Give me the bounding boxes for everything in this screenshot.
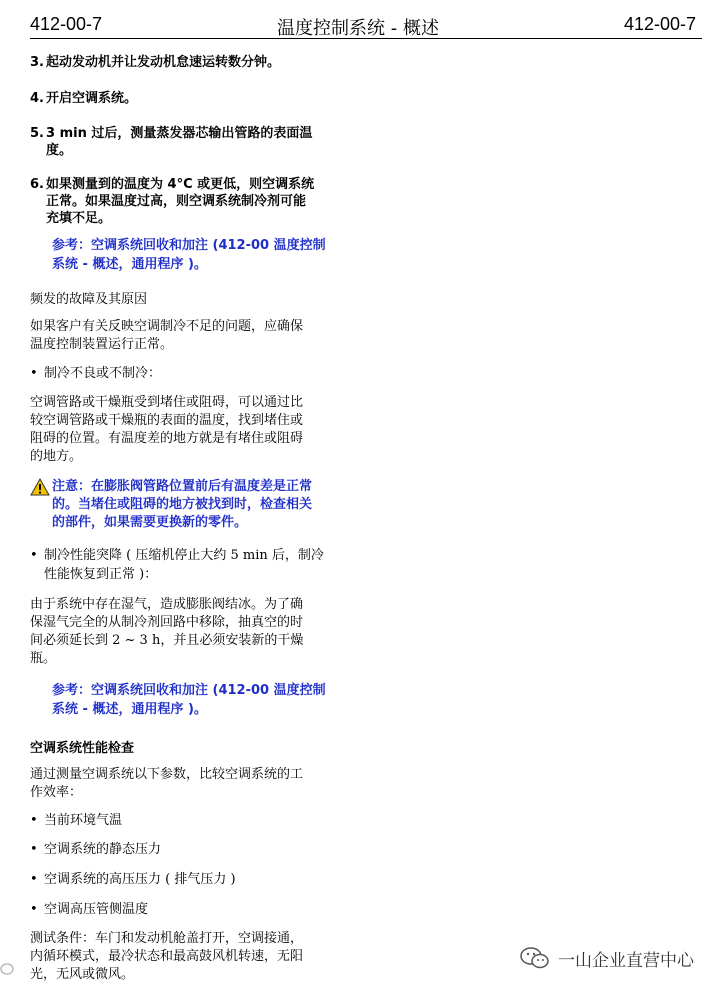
paragraph-performance: 通过测量空调系统以下参数，比较空调系统的工 作效率： xyxy=(30,767,304,800)
watermark-logo-icon xyxy=(0,962,18,976)
bullet-dot: • xyxy=(30,366,38,381)
section-code-left: 412-00-7 xyxy=(30,14,103,34)
bullet-item: • 空调系统的高压压力 ( 排气压力 ) xyxy=(30,872,236,887)
section-title-faults: 频发的故障及其原因 xyxy=(30,292,148,307)
caution-note: 注意：在膨胀阀管路位置前后有温度差是正常 的。当堵住或阻碍的地方被找到时，检查相关 的部件，如果需要更换新的零件。 xyxy=(30,478,372,532)
reference-line: 系统 - 概述，通用程序 )。 xyxy=(52,257,207,272)
section-code-right: 412-00-7 xyxy=(623,14,696,34)
reference-line: 参考：空调系统回收和加注 (412-00 温度控制 xyxy=(52,238,326,253)
step-4-text: 开启空调系统。 xyxy=(46,91,138,106)
bullet-dot: • xyxy=(30,813,38,828)
paragraph-moisture: 由于系统中存在湿气，造成膨胀阀结冰。为了确 保湿气完全的从制冷剂回路中移除，抽真空的时 间必须延长到 2 ~ 3 h，并且必须安装新的干燥 瓶。 xyxy=(30,597,304,666)
step-4: 4. 开启空调系统。 xyxy=(30,91,138,106)
bullet-item: • 制冷不良或不制冷： xyxy=(30,366,162,381)
step-3: 3. 起动发动机并让发动机怠速运转数分钟。 xyxy=(30,55,281,70)
bullet-dot: • xyxy=(30,872,38,887)
step-6-line: 如果测量到的温度为 4°C 或更低，则空调系统 xyxy=(46,177,315,192)
step-5-line: 度。 xyxy=(46,143,73,158)
watermark-text: 一山企业直营中心 xyxy=(558,950,694,971)
paragraph-blockage: 空调管路或干燥瓶受到堵住或阻碍，可以通过比 较空调管路或干燥瓶的表面的温度，找到堵住或 阻碍的位置。有温度差的地方就是有堵住或阻碍 的地方。 xyxy=(30,395,304,464)
step-5: 5. 3 min 过后，测量蒸发器芯输出管路的表面温 度。 xyxy=(30,125,366,159)
paragraph-test-conditions: 测试条件：车门和发动机舱盖打开，空调接通， 内循环模式，最冷状态和最高鼓风机转速，无阳 光，无风或微风。 xyxy=(30,931,304,982)
watermark xyxy=(520,944,694,972)
bullet-dot: • xyxy=(30,902,38,917)
section-title-performance: 空调系统性能检查 xyxy=(30,741,135,756)
bullet-item: • 当前环境气温 xyxy=(30,813,123,828)
bullet-dot: • xyxy=(30,548,38,563)
bullet-item: • 空调系统的静态压力 xyxy=(30,842,162,857)
bullet-item: • 空调高压管侧温度 xyxy=(30,902,149,917)
header-rule xyxy=(30,38,702,39)
step-6-line: 充填不足。 xyxy=(46,211,112,226)
page-header xyxy=(0,0,716,40)
reference-link[interactable] xyxy=(30,681,372,719)
bullet-dot: • xyxy=(30,842,38,857)
step-6: 6. 如果测量到的温度为 4°C 或更低，则空调系统 正常。如果温度过高，则空调系统制冷剂可能 充填不足。 xyxy=(30,176,366,227)
reference-line: 系统 - 概述，通用程序 )。 xyxy=(52,702,207,717)
step-5-line: 3 min 过后，测量蒸发器芯输出管路的表面温 xyxy=(46,126,313,141)
wechat-icon xyxy=(520,946,550,970)
reference-line: 参考：空调系统回收和加注 (412-00 温度控制 xyxy=(52,683,326,698)
warning-triangle-icon xyxy=(30,478,50,496)
bullet-item: • 制冷性能突降 ( 压缩机停止大约 5 min 后，制冷 性能恢复到正常 )： xyxy=(30,548,324,582)
step-3-text: 起动发动机并让发动机怠速运转数分钟。 xyxy=(46,55,281,70)
reference-link[interactable] xyxy=(30,236,372,274)
step-6-line: 正常。如果温度过高，则空调系统制冷剂可能 xyxy=(46,194,307,209)
paragraph-intro: 如果客户有关反映空调制冷不足的问题，应确保 温度控制装置运行正常。 xyxy=(30,319,304,352)
page-title: 温度控制系统 - 概述 xyxy=(277,18,439,39)
